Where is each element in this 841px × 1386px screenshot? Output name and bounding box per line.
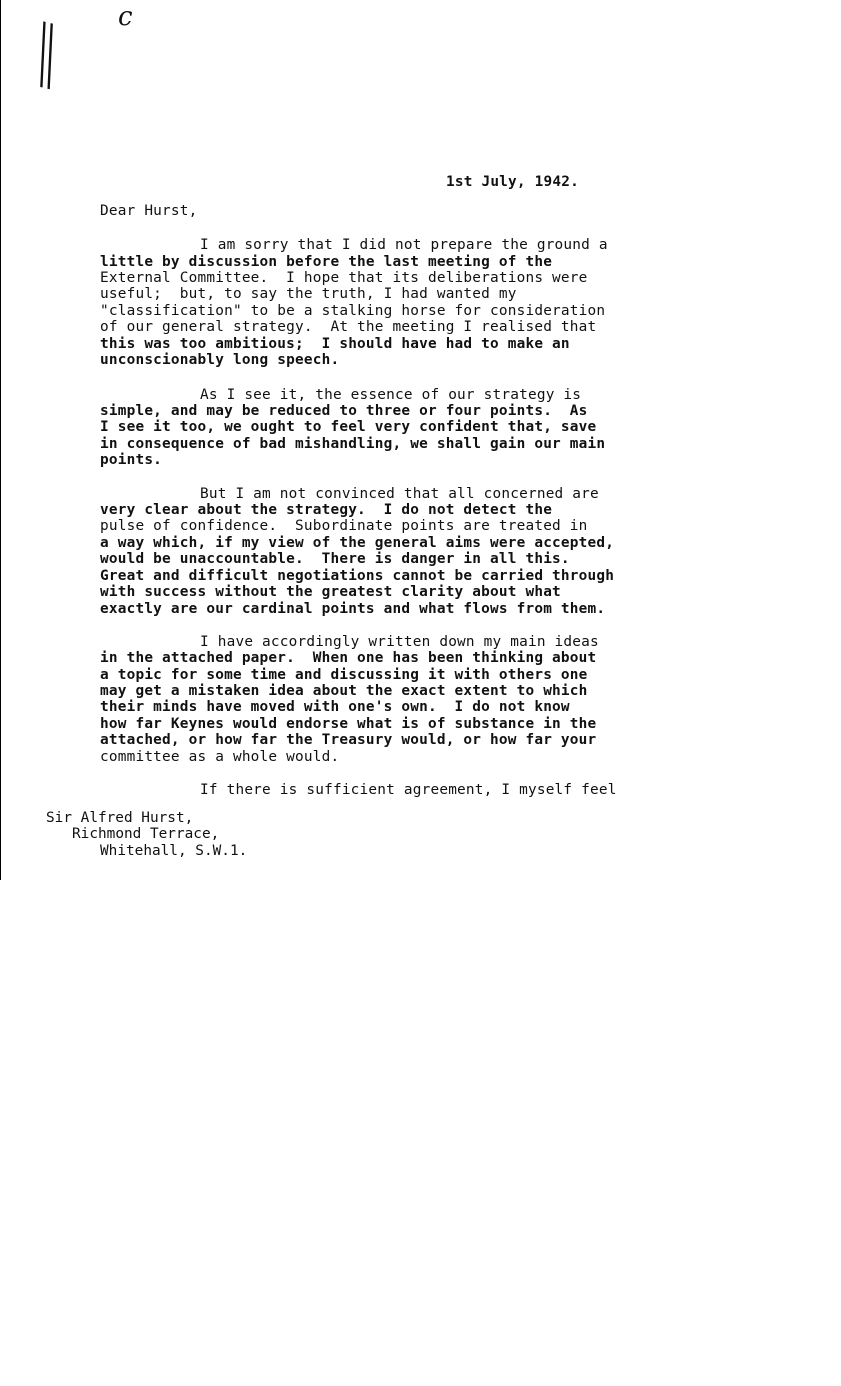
handwritten-margin-mark: || bbox=[36, 10, 55, 90]
text-line: External Committee. I hope that its deliberations were bbox=[100, 270, 588, 286]
text-line: I see it too, we ought to feel very confident that, save bbox=[100, 419, 597, 435]
text-line: unconscionably long speech. bbox=[100, 352, 340, 368]
text-line: exactly are our cardinal points and what flows from them. bbox=[100, 601, 606, 617]
text-line: I have accordingly written down my main ideas bbox=[200, 634, 599, 650]
text-line: But I am not convinced that all concerned are bbox=[200, 486, 599, 502]
address-line: Richmond Terrace, bbox=[72, 826, 220, 842]
text-line: pulse of confidence. Subordinate points are treated in bbox=[100, 518, 588, 534]
text-line: Great and difficult negotiations cannot be carried through bbox=[100, 568, 615, 584]
text-line: As I see it, the essence of our strategy is bbox=[200, 387, 582, 403]
text-line: a topic for some time and discussing it with others one bbox=[100, 667, 588, 683]
text-line: would be unaccountable. There is danger in all this. bbox=[100, 551, 570, 567]
text-line: committee as a whole would. bbox=[100, 749, 340, 765]
text-line: in the attached paper. When one has been thinking about bbox=[100, 650, 597, 666]
text-line: simple, and may be reduced to three or four points. As bbox=[100, 403, 588, 419]
text-line: a way which, if my view of the general aims were accepted, bbox=[100, 535, 615, 551]
salutation: Dear Hurst, bbox=[100, 203, 198, 219]
address-line: Sir Alfred Hurst, bbox=[46, 810, 194, 826]
text-line: their minds have moved with one's own. I do not know bbox=[100, 699, 570, 715]
text-line: may get a mistaken idea about the exact extent to which bbox=[100, 683, 588, 699]
address-line: Whitehall, S.W.1. bbox=[100, 843, 248, 859]
text-line: this was too ambitious; I should have had to make an bbox=[100, 336, 570, 352]
text-line: of our general strategy. At the meeting I realised that bbox=[100, 319, 597, 335]
text-line: very clear about the strategy. I do not detect the bbox=[100, 502, 553, 518]
letter-date: 1st July, 1942. bbox=[446, 174, 579, 190]
text-line: useful; but, to say the truth, I had wanted my bbox=[100, 286, 517, 302]
handwritten-initial: c bbox=[118, 2, 133, 32]
text-line: If there is sufficient agreement, I myself feel bbox=[200, 782, 617, 798]
text-line: how far Keynes would endorse what is of substance in the bbox=[100, 716, 597, 732]
text-line: with success without the greatest clarity about what bbox=[100, 584, 561, 600]
text-line: I am sorry that I did not prepare the ground a bbox=[200, 237, 608, 253]
text-line: points. bbox=[100, 452, 163, 468]
text-line: little by discussion before the last meeting of the bbox=[100, 254, 553, 270]
text-line: "classification" to be a stalking horse for consideration bbox=[100, 303, 606, 319]
scan-edge bbox=[0, 0, 1, 880]
text-line: in consequence of bad mishandling, we shall gain our main bbox=[100, 436, 606, 452]
text-line: attached, or how far the Treasury would, or how far your bbox=[100, 732, 597, 748]
